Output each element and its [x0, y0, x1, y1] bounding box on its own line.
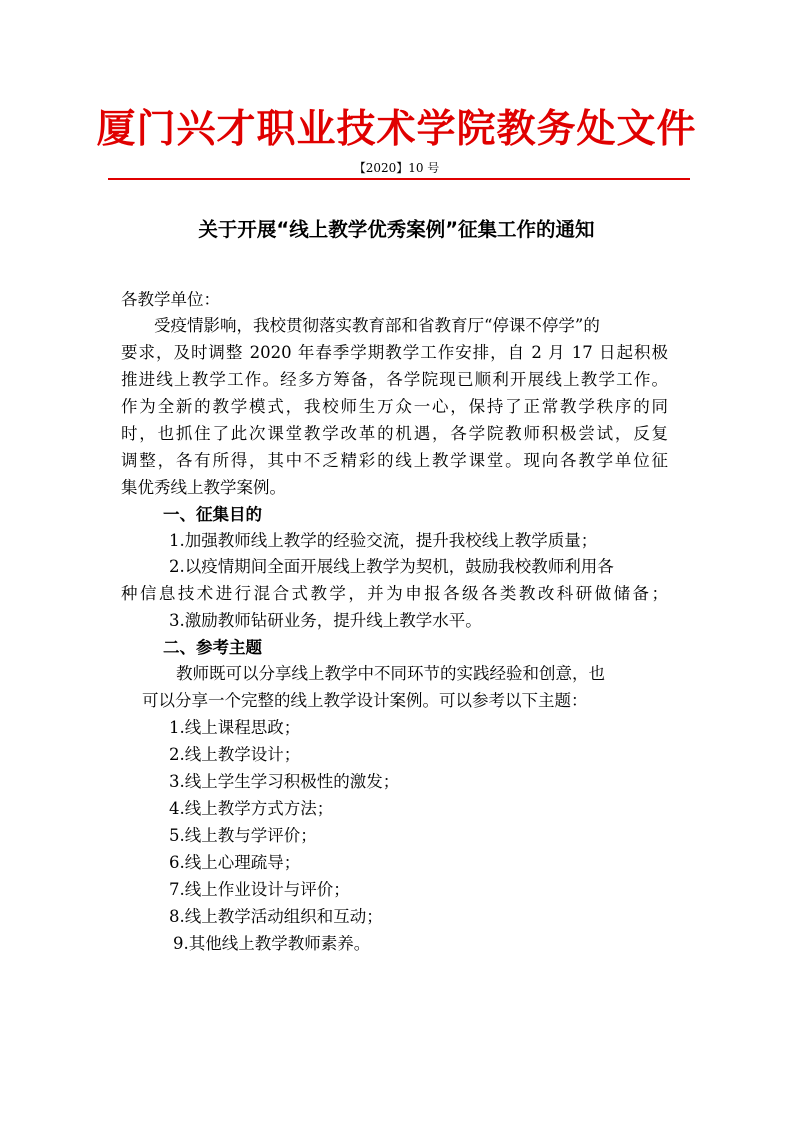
topic-item: 9.其他线上教学教师素养。: [173, 934, 371, 953]
notice-title: 关于开展“线上教学优秀案例”征集工作的通知: [198, 218, 595, 241]
topic-item: 7.线上作业设计与评价；: [169, 880, 350, 899]
intro-line: 推进线上教学工作。经多方筹备，各学院现已顺利开展线上教学工作。: [121, 370, 668, 389]
topic-item: 1.线上课程思政；: [169, 718, 301, 737]
topics-intro-line: 教师既可以分享线上教学中不同环节的实践经验和创意，也: [176, 664, 605, 683]
intro-line: 作为全新的教学模式，我校师生万众一心，保持了正常教学秩序的同: [121, 397, 668, 416]
section-heading-topics: 二、参考主题: [163, 638, 262, 657]
header-red-divider: [108, 178, 690, 180]
section-heading-purpose: 一、征集目的: [163, 505, 262, 524]
salutation: 各教学单位：: [121, 290, 220, 309]
intro-line: 调整，各有所得，其中不乏精彩的线上教学课堂。现向各教学单位征: [121, 451, 668, 470]
topic-item: 6.线上心理疏导；: [169, 853, 301, 872]
document-header-title: 厦门兴才职业技术学院教务处文件: [96, 106, 697, 152]
intro-line: 时，也抓住了此次课堂教学改革的机遇，各学院教师积极尝试，反复: [121, 424, 668, 443]
document-number: 【2020】10 号: [353, 161, 440, 175]
topic-item: 8.线上教学活动组织和互动；: [169, 907, 383, 926]
topic-item: 5.线上教与学评价；: [169, 826, 317, 845]
topic-item: 4.线上教学方式方法；: [169, 799, 334, 818]
topic-item: 3.线上学生学习积极性的激发；: [169, 772, 400, 791]
purpose-item: 种信息技术进行混合式教学，并为申报各级各类教改科研做储备；: [121, 584, 668, 603]
purpose-item: 1.加强教师线上教学的经验交流，提升我校线上教学质量；: [169, 531, 598, 550]
intro-line: 要求，及时调整 2020 年春季学期教学工作安排，自 2 月 17 日起积极: [121, 343, 668, 362]
purpose-item: 3.激励教师钻研业务，提升线上教学水平。: [169, 611, 482, 630]
topic-item: 2.线上教学设计；: [169, 745, 301, 764]
intro-line: 受疫情影响，我校贯彻落实教育部和省教育厅“停课不停学”的: [154, 316, 600, 335]
topics-intro-line: 可以分享一个完整的线上教学设计案例。可以参考以下主题：: [142, 691, 588, 710]
purpose-item: 2.以疫情期间全面开展线上教学为契机，鼓励我校教师利用各: [169, 557, 614, 576]
intro-line: 集优秀线上教学案例。: [121, 478, 286, 497]
